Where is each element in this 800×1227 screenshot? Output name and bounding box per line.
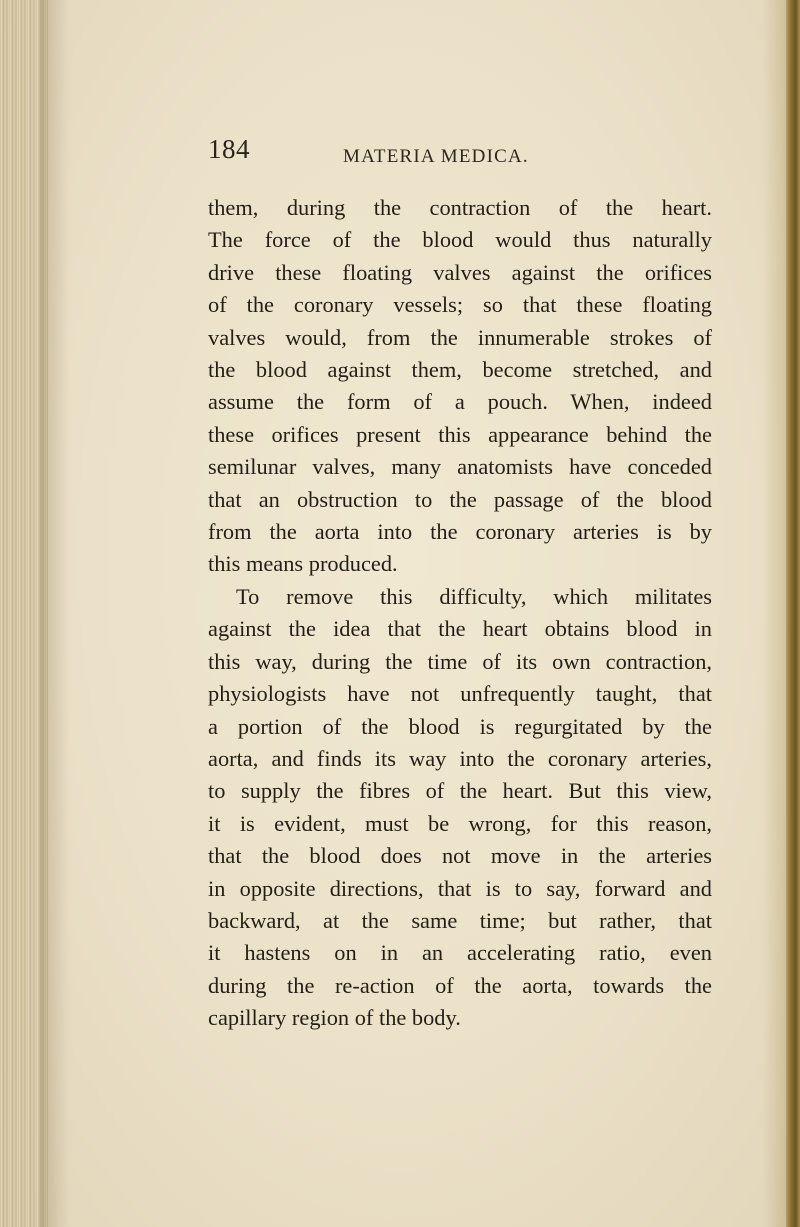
text-line: them, during the contraction of the heart. xyxy=(208,195,712,220)
body-text xyxy=(208,192,712,1035)
gutter-shadow xyxy=(40,0,70,1227)
text-line: that the blood does not move in the arteries xyxy=(208,843,712,869)
page-header xyxy=(0,134,800,174)
page-number: 184 xyxy=(208,134,250,164)
text-line: semilunar valves, many anatomists have conceded xyxy=(208,454,712,480)
text-line: that an obstruction to the passage of the blood xyxy=(208,486,712,512)
text-line: during the re-action of the aorta, towards the xyxy=(208,972,712,998)
text-line: a portion of the blood is regurgitated by the xyxy=(208,713,712,739)
text-line: it hastens on in an accelerating ratio, even xyxy=(208,940,712,966)
text-line: in opposite directions, that is to say, forward and xyxy=(208,875,712,901)
text-line: it is evident, must be wrong, for this reason, xyxy=(208,810,712,836)
page-edge-shade xyxy=(762,0,786,1227)
text-line: these orifices present this appearance behind the xyxy=(208,421,712,447)
text-line: drive these floating valves against the orifices xyxy=(208,259,712,285)
text-line: To remove this difficulty, which militates xyxy=(236,583,712,609)
text-line: valves would, from the innumerable strokes of xyxy=(208,324,712,350)
text-line: this way, during the time of its own contraction, xyxy=(208,648,712,674)
text-line: of the coronary vessels; so that these floating xyxy=(208,292,712,318)
text-line: this means produced. xyxy=(208,551,398,577)
paragraph-1 xyxy=(208,192,712,581)
page-edge xyxy=(786,0,800,1227)
paragraph-2 xyxy=(208,581,712,1035)
running-title: MATERIA MEDICA. xyxy=(343,146,529,167)
text-line: physiologists have not unfrequently taught, that xyxy=(208,681,712,707)
text-line: from the aorta into the coronary arteries is by xyxy=(208,519,712,545)
text-line: aorta, and finds its way into the coronary arteries, xyxy=(208,745,712,771)
text-line: The force of the blood would thus naturally xyxy=(208,227,712,253)
text-line: backward, at the same time; but rather, that xyxy=(208,907,712,933)
text-line: to supply the fibres of the heart. But this view, xyxy=(208,778,712,804)
text-line: assume the form of a pouch. When, indeed xyxy=(208,389,712,415)
text-line: the blood against them, become stretched, and xyxy=(208,357,712,383)
text-line: against the idea that the heart obtains blood in xyxy=(208,616,712,642)
text-line: capillary region of the body. xyxy=(208,1005,461,1031)
